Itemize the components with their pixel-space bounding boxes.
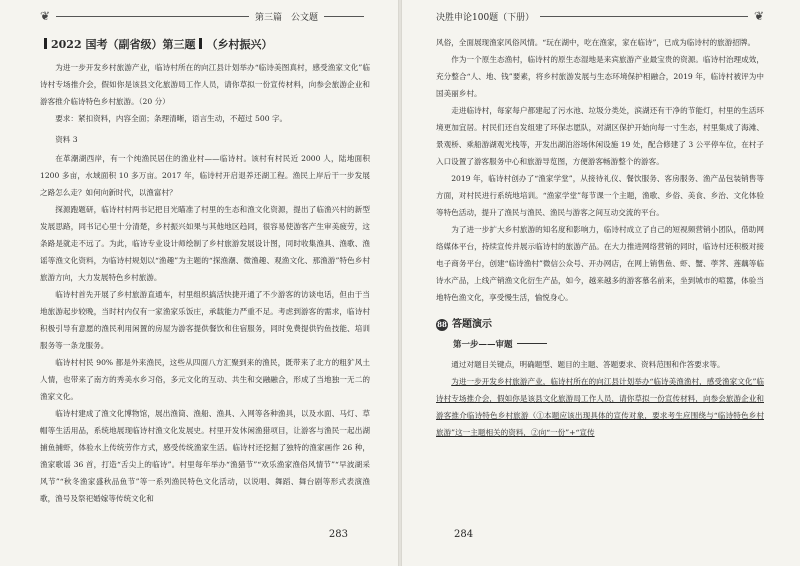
leaf-ornament-icon: ❦ (753, 9, 764, 23)
question-title-text: 2022 国考（副省级）第三题 (51, 38, 196, 51)
material-paragraph: 临诗村村民 90% 都是外来渔民，这些从四面八方汇聚到来的渔民，既带来了北方的粗犷风土人情，也带来了南方的秀美水乡习俗，多元文化的互动、共生和交融融合，形成了当地独一无二的渔家文化。 (40, 358, 370, 401)
material-paragraph: 临诗村首先开展了乡村旅游直通车，村里组织搞活快捷开通了不少游客的访谈电话，但由于当地旅游起步较晚，当时村内仅有一家渔家乐饭庄，承载能力严重不足。考虑到游客的需求，临诗村积极引导有意愿的渔民利用闲置的房屋为游客提供餐饮和住宿服务，同时免费提供钓鱼技能、培训服务等一条龙服务。 (40, 290, 370, 350)
right-header (436, 8, 764, 24)
material-label: 资料 3 (55, 135, 78, 144)
step-paragraph: 为进一步开发乡村旅游产业，临诗村所在的向江县计划举办“临诗美渔渔村，感受渔家文化”临诗村专场推介会，假如你是该县文化旅游局工作人员，请你草拟一份宣传材料，向参会旅游企业和游客推介临诗特色乡村旅游（①本题应该出现具体的宣传对象，要求考生应围绕与“临诗特色乡村旅游”这一主题相关的资料，②向“一份”+“宣传 (436, 377, 764, 437)
title-bar-icon (199, 38, 202, 49)
material-paragraph: 2019 年，临诗村创办了“渔家学堂”，从接待礼仪、餐饮服务、客房服务、渔产品包装销售等方面，对村民进行系统地培训。“渔家学堂”每节课一个主题，渔歌、乡俗、美食、乡治、文化体验等特色活动，提升了渔民与渔民、渔民与游客之间互动交流的平台。 (436, 174, 764, 217)
page-number: 284 (454, 529, 474, 540)
left-content (40, 34, 370, 507)
title-bar-icon (44, 38, 47, 49)
leaf-ornament-icon: ❦ (40, 9, 51, 23)
question-tag: （乡村振兴） (206, 38, 273, 51)
answer-section-heading (436, 316, 764, 333)
right-header-text: 决胜申论100题（下册） (436, 12, 535, 23)
step-title (436, 337, 764, 354)
material-paragraph: 在革潮湖西岸，有一个纯渔民居住的渔业村——临诗村。该村有村民近 2000 人，陆地面积 1200 多亩，水域面积 10 多万亩。2017 年，临诗村开启退养还湖工程。渔民上岸后干一步发展之路怎么走？如何向新时代，以渔富村？ (40, 154, 370, 197)
step-rule (517, 343, 547, 344)
question-title (40, 36, 370, 53)
left-header (40, 8, 370, 24)
right-content (436, 34, 764, 441)
material-paragraph: 临诗村建成了渔文化博物馆，展出渔筒、渔船、渔具、入网等各种渔具，以及水面、马灯、草帽等生活用品，系统地展现临诗村渔文化发展史。村里开发休闲渔猎项目，让游客与渔民一起出湖捕鱼捕虾，体验水上传统劳作方式，感受传统渔家生活。临诗村还挖掘了独特的渔家画作 26 种，渔家歌谣 36 首，打造“舌尖上的临诗”。村里每年举办“渔猎节”“欢乐渔家渔俗风情节”“早波湖采风节”“秋冬渔家盛秋品鱼节”等一系列渔民特色文化活动，以说唱、舞蹈、舞台剧等形式表演渔歌，渔号及祭祀婚嫁等传统文化和 (40, 409, 370, 503)
header-rule (56, 16, 249, 17)
material-paragraph: 风俗，全面展现渔家风俗风情。“玩在湖中，吃在渔家，家在临诗”，已成为临诗村的旅游招牌。 (436, 38, 756, 47)
material-paragraph: 走进临诗村，每家每户都建起了污水池、垃圾分类处，滨湖还有干净的节能灯，村里的生活环境更加宜居。村民们还自发组建了环保志愿队，对湖区保护开始向每一寸生态，村里集成了海滩、景观桥、乘船游湖观光栈等，开发出湖泊浴场休闲设施 19 处，配合修建了 3 公平停车位，在村子入口设置了游客服务中心和旅游导览图，方便游客畅游整个的游客。 (436, 106, 764, 166)
step-paragraph: 通过对题目关键点，明确题型、题目的主题、答题要求、资料范围和作答要求等。 (451, 360, 725, 369)
requirements-text: 要求：紧扣资料，内容全面；条理清晰，语言生动，不超过 500 字。 (55, 114, 288, 123)
step-title-text: 第一步——审题 (453, 340, 513, 350)
left-page (0, 0, 398, 566)
material-paragraph: 为了进一步扩大乡村旅游的知名度和影响力，临诗村成立了自己的短视频营销小团队，借助网络媒体平台，持续宣传并展示临诗村的旅游产品。在大力推进网络营销的同时，临诗村还积极对接电子商务平台，创建“临诗渔村”微信公众号、开办网店，在网上销售鱼、虾、蟹、荸荠、莲藕等临诗水产品，上线产销渔文化衍生产品，如今，越来越多的游客慕名前来，坐到城市的喧嚣，体验当地特色渔文化，享受慢生活，愉悦身心。 (436, 225, 764, 302)
header-rule (540, 16, 748, 17)
right-page (402, 0, 800, 566)
material-paragraph: 作为一个原生态渔村，临诗村的原生态湿地是来宾旅游产业最宝贵的资源。临诗村治理成效，充分整合“人、地、钱”要素，将乡村旅游发展与生态环境保护相融合，2019 年，临诗村被评为中国美丽乡村。 (436, 55, 764, 98)
question-text: 为进一步开发乡村旅游产业，临诗村所在的向江县计划举办“临诗美图真村，感受渔家文化”临诗村专场推介会，假如你是该县文化旅游局工作人员，请你草拟一份宣传材料，向参会旅游企业和游客推介临诗特色乡村旅游。（20 分） (40, 63, 370, 106)
section-title: 答题演示 (452, 319, 492, 330)
header-rule (324, 16, 364, 17)
material-paragraph: 探源跑题研，临诗村村两书记把目光瞄准了村里的生态和渔文化资源，提出了临渔兴村的新型发展思路，同书记心里十分清楚，乡村振兴如果与其他地区趋同，很容易使游客产生审美疲劳，这条路是就走不远了。为此，临诗专业设计师绘制了乡村旅游发展设计图，同时收集渔具、渔歌、渔谣等渔文化资料，为临诗村规划以“渔趣”为主题的“探渔潮、微渔趣、观渔文化、那渔游”特色乡村旅游方向，大力发展特色乡村旅游。 (40, 205, 370, 282)
left-header-text: 第三篇 公文题 (254, 12, 318, 23)
section-badge-icon: 88 (437, 320, 447, 329)
page-number: 283 (328, 529, 348, 540)
